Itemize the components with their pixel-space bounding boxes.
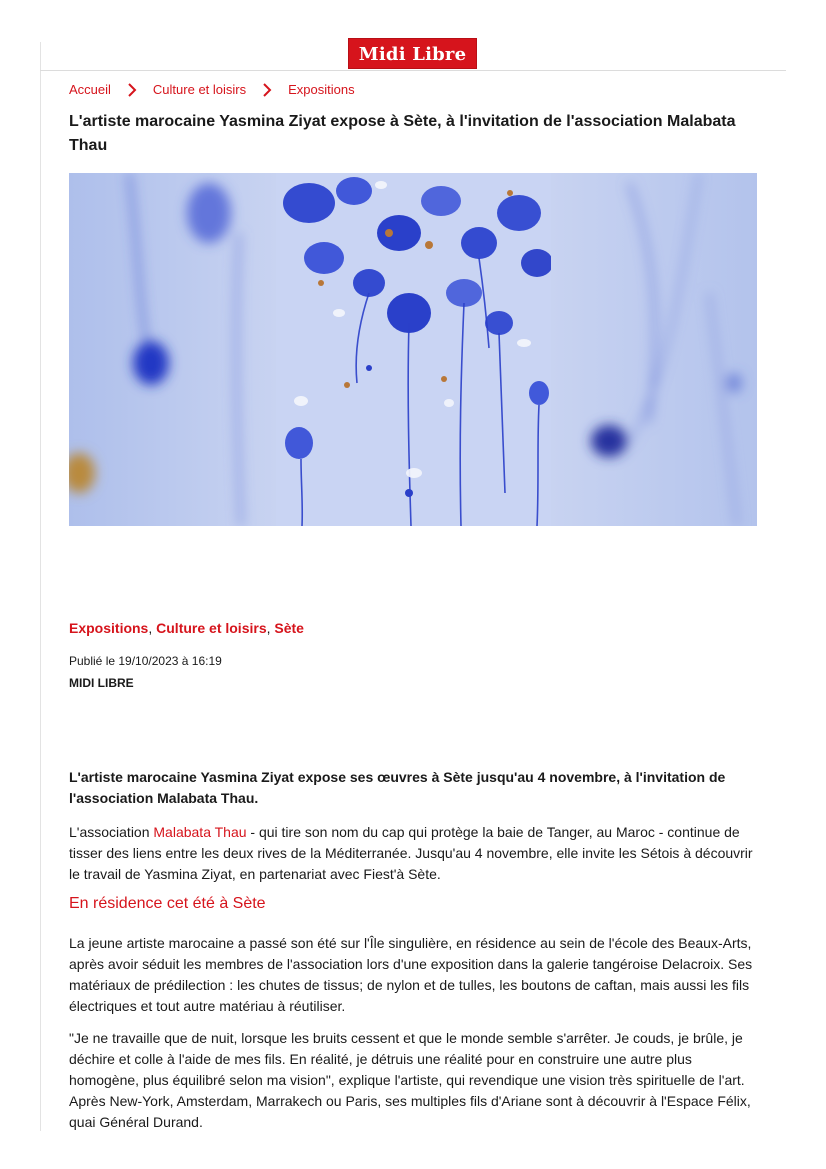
artwork-illustration — [69, 173, 757, 526]
article-lead: L'artiste marocaine Yasmina Ziyat expose ses œuvres à Sète jusqu'au 4 novembre, à l'invitation de l'association Malabata Thau. — [69, 769, 726, 806]
article-paragraph-1 — [69, 822, 759, 885]
published-date: Publié le 19/10/2023 à 16:19 — [69, 654, 222, 668]
breadcrumb-culture-et-loisirs[interactable]: Culture et loisirs — [152, 82, 247, 97]
article-paragraph-3: "Je ne travaille que de nuit, lorsque les bruits cessent et que le monde semble s'arrêter. Je couds, je brûle, je déchire et colle à l'aide de mes fils. En réalité, je détruis une réalité pour en construire une autre plus homogène, plus équilibré selon ma vision", explique l'artiste, qui revendique une vision très spirituelle de l'art. Après New-York, Amsterdam, Marrakech ou Paris, ses multiples fils d'Ariane sont à découvrir à l'Espace Félix, quai Général Durand. — [69, 1030, 751, 1130]
midi-libre-logo[interactable]: Midi Libre — [348, 38, 477, 69]
article-author: MIDI LIBRE — [69, 676, 134, 690]
article-title: L'artiste marocaine Yasmina Ziyat expose à Sète, à l'invitation de l'association Malabata Thau — [69, 113, 736, 154]
paragraph-text: L'association — [69, 824, 154, 840]
tag-culture-et-loisirs[interactable]: Culture et loisirs — [156, 620, 267, 636]
article-tags — [69, 620, 304, 636]
tag-separator: , — [266, 620, 275, 636]
tag-separator: , — [148, 620, 157, 636]
breadcrumb-expositions[interactable]: Expositions — [288, 82, 355, 97]
section-subheading: En résidence cet été à Sète — [69, 895, 266, 912]
tag-expositions[interactable]: Expositions — [69, 620, 149, 636]
breadcrumb — [69, 82, 355, 97]
tag-sete[interactable]: Sète — [274, 620, 304, 636]
chevron-right-icon — [127, 83, 137, 97]
chevron-right-icon — [262, 83, 272, 97]
malabata-thau-link[interactable]: Malabata Thau — [153, 824, 247, 840]
paragraph-text: - qui tire son nom du cap qui protège la baie de Tanger, au Maroc - continue de tisser des liens entre les deux rives de la Méditerranée. Jusqu'au 4 novembre, elle invite les Sétois à découvrir le travail de Yasmina Ziyat, en partenariat avec Fiest'à Sète. — [69, 824, 753, 882]
article-paragraph-2: La jeune artiste marocaine a passé son été sur l'Île singulière, en résidence au sein de l'école des Beaux-Arts, après avoir séduit les membres de l'association lors d'une exposition dans la galerie tangéroise Delacroix. Ses matériaux de prédilection : les chutes de tissus; de nylon et de tulles, les boutons de caftan, mais aussi les fils électriques et tout autre matériau à réutiliser. — [69, 935, 753, 1014]
site-header — [40, 38, 786, 71]
breadcrumb-accueil[interactable]: Accueil — [69, 82, 111, 97]
article-hero-image[interactable] — [69, 173, 757, 526]
page-left-border — [40, 42, 41, 1131]
